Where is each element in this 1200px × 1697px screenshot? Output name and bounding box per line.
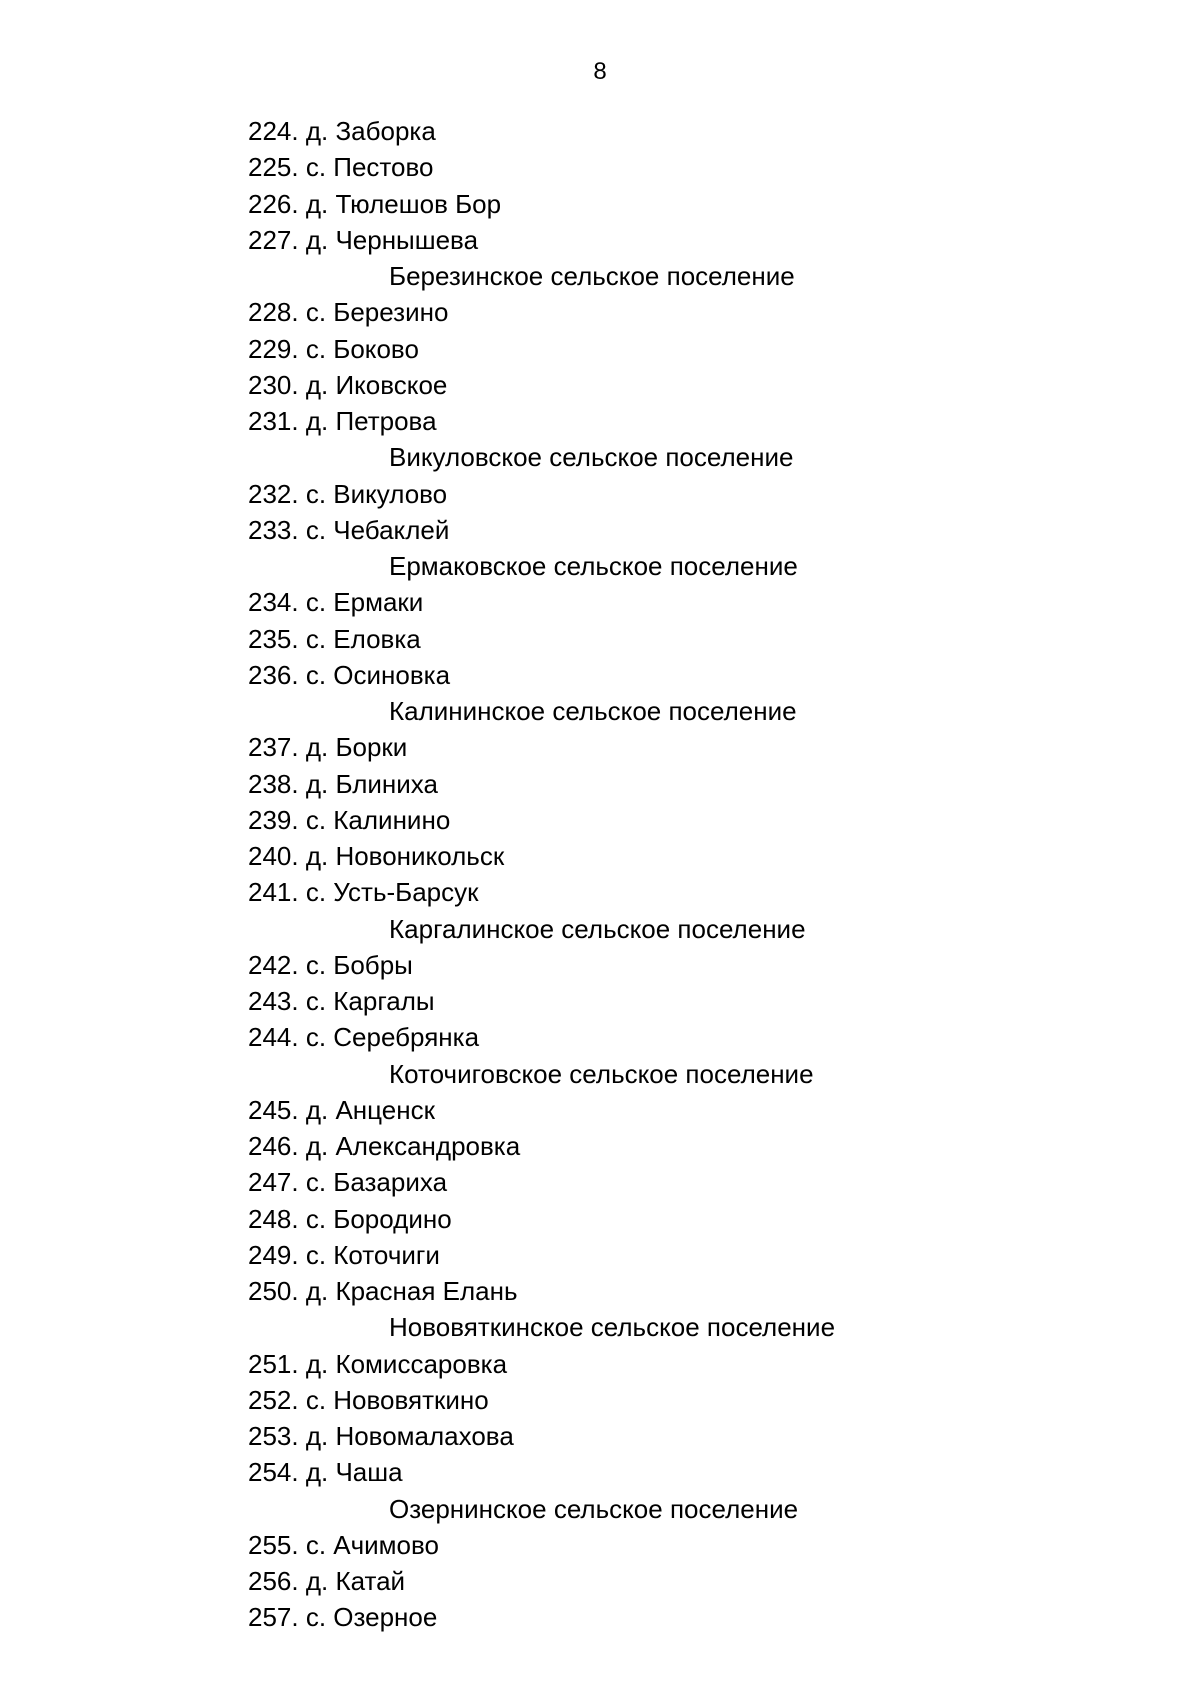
settlement-list-item: 232. с. Викулово (248, 478, 448, 509)
settlement-list-item: 245. д. Анценск (248, 1094, 435, 1125)
settlement-list-item: 251. д. Комиссаровка (248, 1348, 508, 1379)
settlement-list (248, 113, 1008, 1636)
settlement-list-item: 234. с. Ермаки (248, 587, 424, 618)
settlement-group-heading: Березинское сельское поселение (389, 261, 795, 291)
settlement-list-item: 239. с. Калинино (248, 804, 451, 835)
settlement-group-heading: Коточиговское сельское поселение (389, 1058, 814, 1089)
settlement-list-item: 238. д. Блиниха (248, 768, 438, 799)
page-number: 8 (593, 58, 607, 85)
settlement-list-item: 250. д. Красная Елань (248, 1276, 518, 1306)
settlement-group-heading: Ермаковское сельское поселение (389, 551, 798, 581)
settlement-list-item: 249. с. Коточиги (248, 1239, 440, 1270)
settlement-list-item: 231. д. Петрова (248, 406, 437, 436)
settlement-list-item: 253. д. Новомалахова (248, 1421, 514, 1451)
settlement-list-item: 242. с. Бобры (248, 949, 413, 980)
settlement-list-item: 247. с. Базариха (248, 1167, 448, 1198)
settlement-list-item: 237. д. Борки (248, 732, 408, 763)
settlement-group-heading: Каргалинское сельское поселение (389, 913, 806, 944)
settlement-list-item: 244. с. Серебрянка (248, 1022, 480, 1053)
settlement-list-item: 233. с. Чебаклей (248, 514, 450, 545)
settlement-list-item: 252. с. Нововяткино (248, 1384, 489, 1415)
settlement-list-item: 229. с. Боково (248, 333, 419, 364)
settlement-list-item: 240. д. Новоникольск (248, 841, 505, 871)
settlement-group-heading: Викуловское сельское поселение (389, 442, 794, 473)
settlement-list-item: 255. с. Ачимово (248, 1529, 440, 1560)
settlement-list-item: 248. с. Бородино (248, 1203, 452, 1234)
settlement-list-item: 227. д. Чернышева (248, 224, 479, 255)
settlement-list-item: 228. с. Березино (248, 297, 449, 328)
settlement-list-item: 225. с. Пестово (248, 152, 434, 183)
settlement-group-heading: Калининское сельское поселение (389, 696, 797, 726)
settlement-group-heading: Озернинское сельское поселение (389, 1493, 799, 1524)
settlement-list-item: 254. д. Чаша (248, 1457, 403, 1488)
settlement-list-item: 226. д. Тюлешов Бор (248, 188, 502, 219)
settlement-list-item: 230. д. Иковское (248, 369, 448, 400)
settlement-list-item: 256. д. Катай (248, 1566, 406, 1596)
settlement-list-item: 236. с. Осиновка (248, 659, 451, 690)
settlement-list-item: 235. с. Еловка (248, 623, 421, 654)
settlement-list-item: 243. с. Каргалы (248, 986, 435, 1016)
settlement-list-item: 246. д. Александровка (248, 1131, 521, 1161)
settlement-list-item: 257. с. Озерное (248, 1602, 438, 1633)
settlement-group-heading: Нововяткинское сельское поселение (389, 1312, 836, 1343)
settlement-list-item: 241. с. Усть-Барсук (248, 877, 479, 908)
settlement-list-item: 224. д. Заборка (248, 116, 436, 146)
